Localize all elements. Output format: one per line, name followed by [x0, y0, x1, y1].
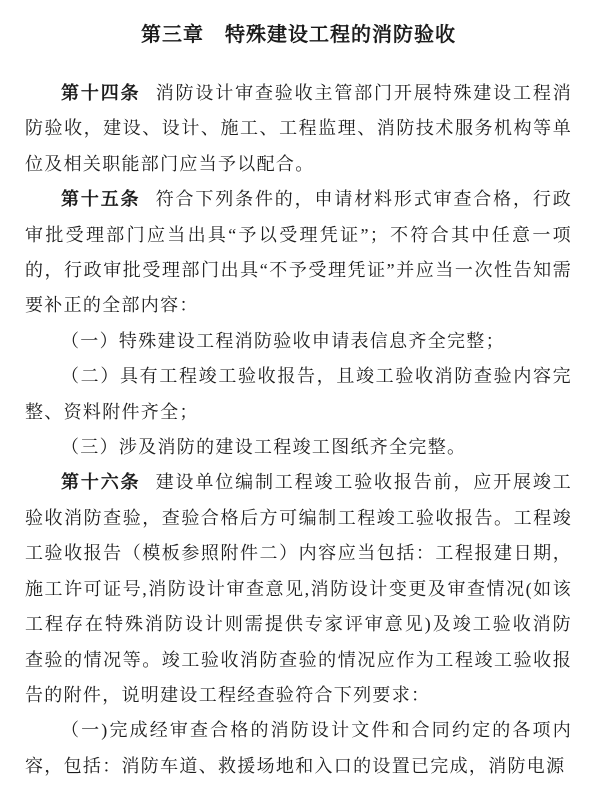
list-item-text: （二）具有工程竣工验收报告，且竣工验收消防查验内容完整、资料附件齐全； [25, 366, 572, 422]
article-text: 建设单位编制工程竣工验收报告前，应开展竣工验收消防查验，查验合格后方可编制工程竣工验收报告。工程竣工验收报告（模板参照附件二）内容应当包括：工程报建日期，施工许可证号,消防设计审查意见,消防设计变更及审查情况(如该工程存在特殊消防设计则需提供专家评审意见)及竣工验收消防查验的情况等。竣工验收消防查验的情况应作为工程竣工验收报告的附件，说明建设工程经查验符合下列要求： [25, 472, 572, 705]
article-paragraph-15 [25, 182, 572, 324]
article-text: 消防设计审查验收主管部门开展特殊建设工程消防验收，建设、设计、施工、工程监理、消防技术服务机构等单位及相关职能部门应当予以配合。 [25, 83, 572, 174]
article-text: 符合下列条件的，申请材料形式审查合格，行政审批受理部门应当出具“予以受理凭证”；不符合其中任意一项的，行政审批受理部门出具“不予受理凭证”并应当一次性告知需要补正的全部内容： [25, 189, 572, 316]
list-item-paragraph-2 [25, 359, 572, 430]
list-item-paragraph-4 [25, 713, 572, 784]
list-item-text: （三）涉及消防的建设工程竣工图纸齐全完整。 [61, 437, 467, 458]
list-item-text: （一）特殊建设工程消防验收申请表信息齐全完整； [61, 330, 505, 351]
article-number: 第十四条 [61, 83, 141, 103]
list-item-text: （一)完成经审查合格的消防设计文件和合同约定的各项内容，包括：消防车道、救援场地和入口的设置已完成，消防电源 [25, 720, 572, 776]
article-number: 第十六条 [61, 472, 141, 493]
article-paragraph-16 [25, 465, 572, 713]
chapter-title: 第三章 特殊建设工程的消防验收 [141, 24, 456, 46]
article-paragraph-14 [25, 76, 572, 182]
list-item-paragraph-1 [25, 324, 572, 359]
article-number: 第十五条 [61, 189, 141, 210]
list-item-paragraph-3 [25, 430, 572, 465]
